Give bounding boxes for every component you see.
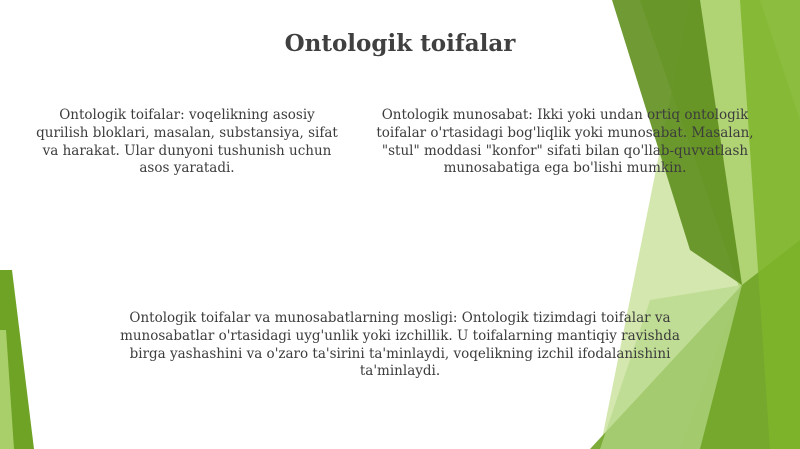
slide-title: Ontologik toifalar: [284, 30, 516, 57]
text-block-consistency: Ontologik toifalar va munosabatlarning mosligi: Ontologik tizimdagi toifalar va munosabatlar o'rtasidagi uyg'unlik yoki izchillik. U toifalarning mantiqiy ravishda birga yashashini va o'zaro ta'sirini ta'minlaydi, voqelikning izchil ifodalanishini ta'minlaydi.: [120, 310, 680, 380]
text-block-categories: Ontologik toifalar: voqelikning asosiy qurilish bloklari, masalan, substansiya, sifat va harakat. Ular dunyoni tushunish uchun asos yaratadi.: [36, 107, 338, 177]
text-block-relation: Ontologik munosabat: Ikki yoki undan ortiq ontologik toifalar o'rtasidagi bog'liqlik yoki munosabat. Masalan, "stul" moddasi "konfor" sifati bilan qo'llab-quvvatlash munosabatiga ega bo'lishi mumkin.: [376, 107, 754, 177]
